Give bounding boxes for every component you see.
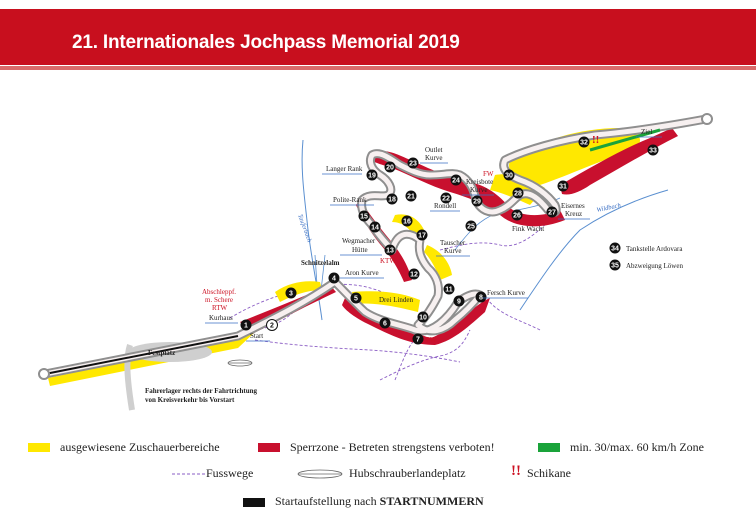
legend-swatch-black xyxy=(243,498,265,507)
svg-text:23: 23 xyxy=(409,160,417,168)
svg-text:21: 21 xyxy=(407,193,415,201)
label-polite-rank: Polite-Rank xyxy=(333,196,367,204)
marker-19 xyxy=(367,170,378,181)
svg-text:8: 8 xyxy=(479,294,483,302)
label-schnitzelalm: Schnitzelalm xyxy=(301,259,340,267)
label-abschlepp-2: m. Schere xyxy=(205,296,233,304)
marker-32 xyxy=(579,137,590,148)
label-kreisbote-2: Kurve xyxy=(470,186,488,194)
svg-text:28: 28 xyxy=(514,190,522,198)
svg-text:1: 1 xyxy=(244,322,248,330)
legend-zone: min. 30/max. 60 km/h Zone xyxy=(570,440,704,454)
legend-startaufstellung-strong: STARTNUMMERN xyxy=(379,494,484,508)
svg-text:18: 18 xyxy=(388,196,396,204)
svg-text:10: 10 xyxy=(419,314,427,322)
legend-sperrzone: Sperrzone - Betreten strengstens verboten! xyxy=(290,440,495,454)
label-langer-rank: Langer Rank xyxy=(326,165,363,173)
marker-21 xyxy=(406,191,417,202)
svg-text:9: 9 xyxy=(457,298,461,306)
svg-text:16: 16 xyxy=(403,218,411,226)
marker-23 xyxy=(408,158,419,169)
marker-14 xyxy=(370,222,381,233)
label-fahrerlager-1: Fahrerlager rechts der Fahrtrichtung xyxy=(145,387,258,395)
marker-9 xyxy=(454,296,465,307)
label-kreisbote-1: Kreisbote xyxy=(466,178,494,186)
legend-chicane-icon: !! xyxy=(511,463,521,479)
label-tauscher-2: Kurve xyxy=(444,247,462,255)
label-outlet-kurve-1: Outlet xyxy=(425,146,443,154)
marker-24 xyxy=(451,175,462,186)
marker-17 xyxy=(417,230,428,241)
legend-helipad-icon xyxy=(296,466,344,480)
svg-text:34: 34 xyxy=(611,245,619,253)
marker-33 xyxy=(648,145,659,156)
marker-30 xyxy=(504,170,515,181)
marker-25 xyxy=(466,221,477,232)
svg-text:5: 5 xyxy=(354,295,358,303)
svg-text:4: 4 xyxy=(332,275,336,283)
svg-text:31: 31 xyxy=(559,183,567,191)
svg-text:14: 14 xyxy=(371,224,379,232)
marker-27 xyxy=(547,207,558,218)
label-festplatz: Festplatz xyxy=(148,349,176,357)
label-aron-kurve: Aron Kurve xyxy=(345,269,379,277)
svg-text:27: 27 xyxy=(548,209,556,217)
label-drei-linden: Drei Linden xyxy=(379,296,414,304)
svg-text:20: 20 xyxy=(386,164,394,172)
label-wildbach: Wildbach xyxy=(595,202,622,214)
label-rondell: Rondell xyxy=(434,202,457,210)
marker-34 xyxy=(610,243,621,254)
label-fahrerlager-2: von Kreisverkehr bis Vorstart xyxy=(145,396,235,404)
legend-zuschauer: ausgewiesene Zuschauerbereiche xyxy=(60,440,220,454)
label-ziel: Ziel xyxy=(641,128,653,136)
legend-startaufstellung xyxy=(275,494,484,509)
svg-text:22: 22 xyxy=(442,195,450,203)
marker-8 xyxy=(476,292,487,303)
svg-text:6: 6 xyxy=(383,320,387,328)
marker-20 xyxy=(385,162,396,173)
marker-29 xyxy=(472,196,483,207)
marker-15 xyxy=(359,211,370,222)
svg-text:12: 12 xyxy=(410,271,418,279)
marker-18 xyxy=(387,194,398,205)
label-outlet-kurve-2: Kurve xyxy=(425,154,443,162)
svg-text:30: 30 xyxy=(505,172,513,180)
marker-11 xyxy=(444,284,455,295)
label-fersch-kurve: Fersch Kurve xyxy=(487,289,525,297)
svg-text:35: 35 xyxy=(611,262,619,270)
svg-text:13: 13 xyxy=(386,247,394,255)
label-fw-top: FW xyxy=(483,170,494,178)
marker-4 xyxy=(329,273,340,284)
helipad-icon xyxy=(228,360,252,366)
svg-text:2: 2 xyxy=(270,322,274,330)
marker-10 xyxy=(418,312,429,323)
svg-text:26: 26 xyxy=(513,212,521,220)
marker-1 xyxy=(241,320,252,331)
label-rtw: RTW xyxy=(212,304,228,312)
legend-footpath-line xyxy=(172,470,206,478)
legend-swatch-yellow xyxy=(28,443,50,452)
label-tankstelle: Tankstelle Ardovara xyxy=(626,245,683,253)
legend-swatch-green xyxy=(538,443,560,452)
label-abzweigung: Abzweigung Löwen xyxy=(626,262,683,270)
legend-swatch-red xyxy=(258,443,280,452)
svg-text:33: 33 xyxy=(649,147,657,155)
legend-schikane: Schikane xyxy=(527,466,571,480)
label-fink-wacht: Fink Wacht xyxy=(512,225,545,233)
marker-26 xyxy=(512,210,523,221)
svg-text:11: 11 xyxy=(445,286,453,294)
marker-13 xyxy=(385,245,396,256)
label-kurhaus: Kurhaus xyxy=(209,314,233,322)
track-start-end xyxy=(39,369,49,379)
marker-2 xyxy=(267,320,278,331)
label-eisernes-1: Eisernes xyxy=(561,202,585,210)
marker-16 xyxy=(402,216,413,227)
label-wegmacher-1: Wegmacher xyxy=(342,237,376,245)
marker-3 xyxy=(286,288,297,299)
svg-text:29: 29 xyxy=(473,198,481,206)
page-title: 21. Internationales Jochpass Memorial 2019 xyxy=(72,32,460,53)
label-eisernes-2: Kreuz xyxy=(565,210,583,218)
label-ktw: KTW xyxy=(380,257,396,265)
label-fw-bottom: FW xyxy=(426,336,437,344)
legend-startaufstellung-prefix: Startaufstellung nach xyxy=(275,494,380,508)
marker-28 xyxy=(513,188,524,199)
marker-12 xyxy=(409,269,420,280)
marker-31 xyxy=(558,181,569,192)
track-finish-end xyxy=(702,114,712,124)
label-abschlepp-1: Abschleppf. xyxy=(202,288,237,296)
label-start: Start xyxy=(250,332,264,340)
chicane-icon: !! xyxy=(592,134,600,146)
label-wegmacher-2: Hütte xyxy=(352,246,368,254)
svg-text:7: 7 xyxy=(416,336,420,344)
label-stream-left: Tauferbach xyxy=(296,213,313,244)
svg-text:15: 15 xyxy=(360,213,368,221)
svg-text:32: 32 xyxy=(580,139,588,147)
svg-text:17: 17 xyxy=(418,232,426,240)
svg-text:3: 3 xyxy=(289,290,293,298)
svg-text:24: 24 xyxy=(452,177,460,185)
marker-5 xyxy=(351,293,362,304)
legend-hubschrauber: Hubschrauberlandeplatz xyxy=(349,466,466,480)
marker-7 xyxy=(413,334,424,345)
marker-6 xyxy=(380,318,391,329)
label-tauscher-1: Tauscher xyxy=(440,239,466,247)
marker-35 xyxy=(610,260,621,271)
svg-text:19: 19 xyxy=(368,172,376,180)
legend-fusswege: Fusswege xyxy=(206,466,254,480)
svg-text:25: 25 xyxy=(467,223,475,231)
